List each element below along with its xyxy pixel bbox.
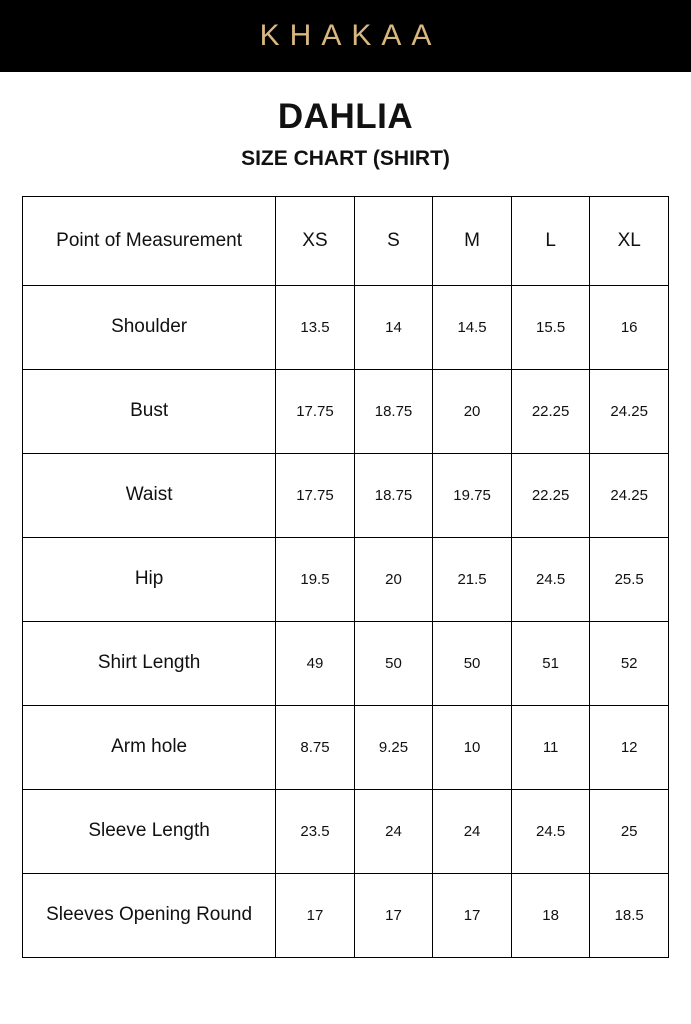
row-label: Hip (23, 537, 276, 621)
cell-value: 10 (433, 705, 512, 789)
cell-value: 15.5 (511, 285, 590, 369)
cell-value: 20 (354, 537, 433, 621)
cell-value: 52 (590, 621, 669, 705)
row-label: Waist (23, 453, 276, 537)
table-row (23, 621, 669, 705)
cell-value: 49 (276, 621, 355, 705)
column-header-l: L (511, 196, 590, 285)
column-header-point-of-measurement: Point of Measurement (23, 196, 276, 285)
khakaa-logo: KHAKAA (259, 19, 442, 52)
cell-value: 22.25 (511, 369, 590, 453)
title-block (0, 72, 691, 170)
cell-value: 17.75 (276, 369, 355, 453)
column-header-xs: XS (276, 196, 355, 285)
table-row (23, 705, 669, 789)
cell-value: 25 (590, 789, 669, 873)
cell-value: 24 (354, 789, 433, 873)
cell-value: 24.25 (590, 453, 669, 537)
cell-value: 51 (511, 621, 590, 705)
table-row (23, 369, 669, 453)
cell-value: 18 (511, 873, 590, 957)
table-row (23, 789, 669, 873)
cell-value: 18.75 (354, 369, 433, 453)
table-row (23, 285, 669, 369)
cell-value: 22.25 (511, 453, 590, 537)
size-chart-table-wrap (22, 196, 669, 1024)
cell-value: 8.75 (276, 705, 355, 789)
cell-value: 16 (590, 285, 669, 369)
cell-value: 17 (433, 873, 512, 957)
cell-value: 17.75 (276, 453, 355, 537)
cell-value: 11 (511, 705, 590, 789)
row-label: Arm hole (23, 705, 276, 789)
cell-value: 19.75 (433, 453, 512, 537)
table-row (23, 873, 669, 957)
table-header (23, 196, 669, 285)
row-label: Sleeve Length (23, 789, 276, 873)
cell-value: 24.25 (590, 369, 669, 453)
cell-value: 24 (433, 789, 512, 873)
cell-value: 12 (590, 705, 669, 789)
cell-value: 23.5 (276, 789, 355, 873)
cell-value: 20 (433, 369, 512, 453)
cell-value: 21.5 (433, 537, 512, 621)
cell-value: 24.5 (511, 789, 590, 873)
cell-value: 18.5 (590, 873, 669, 957)
cell-value: 17 (354, 873, 433, 957)
row-label: Sleeves Opening Round (23, 873, 276, 957)
page-title: DAHLIA (277, 97, 414, 136)
cell-value: 9.25 (354, 705, 433, 789)
cell-value: 50 (354, 621, 433, 705)
cell-value: 17 (276, 873, 355, 957)
cell-value: 50 (433, 621, 512, 705)
cell-value: 24.5 (511, 537, 590, 621)
column-header-s: S (354, 196, 433, 285)
table-body (23, 285, 669, 957)
cell-value: 18.75 (354, 453, 433, 537)
column-header-xl: XL (590, 196, 669, 285)
column-header-m: M (433, 196, 512, 285)
size-chart-table (22, 196, 669, 958)
cell-value: 19.5 (276, 537, 355, 621)
cell-value: 14.5 (433, 285, 512, 369)
table-row (23, 453, 669, 537)
chart-subtitle: SIZE CHART (SHIRT) (241, 146, 450, 170)
row-label: Bust (23, 369, 276, 453)
cell-value: 13.5 (276, 285, 355, 369)
brand-bar (0, 0, 691, 72)
table-row (23, 537, 669, 621)
row-label: Shoulder (23, 285, 276, 369)
cell-value: 25.5 (590, 537, 669, 621)
cell-value: 14 (354, 285, 433, 369)
table-header-row (23, 196, 669, 285)
row-label: Shirt Length (23, 621, 276, 705)
